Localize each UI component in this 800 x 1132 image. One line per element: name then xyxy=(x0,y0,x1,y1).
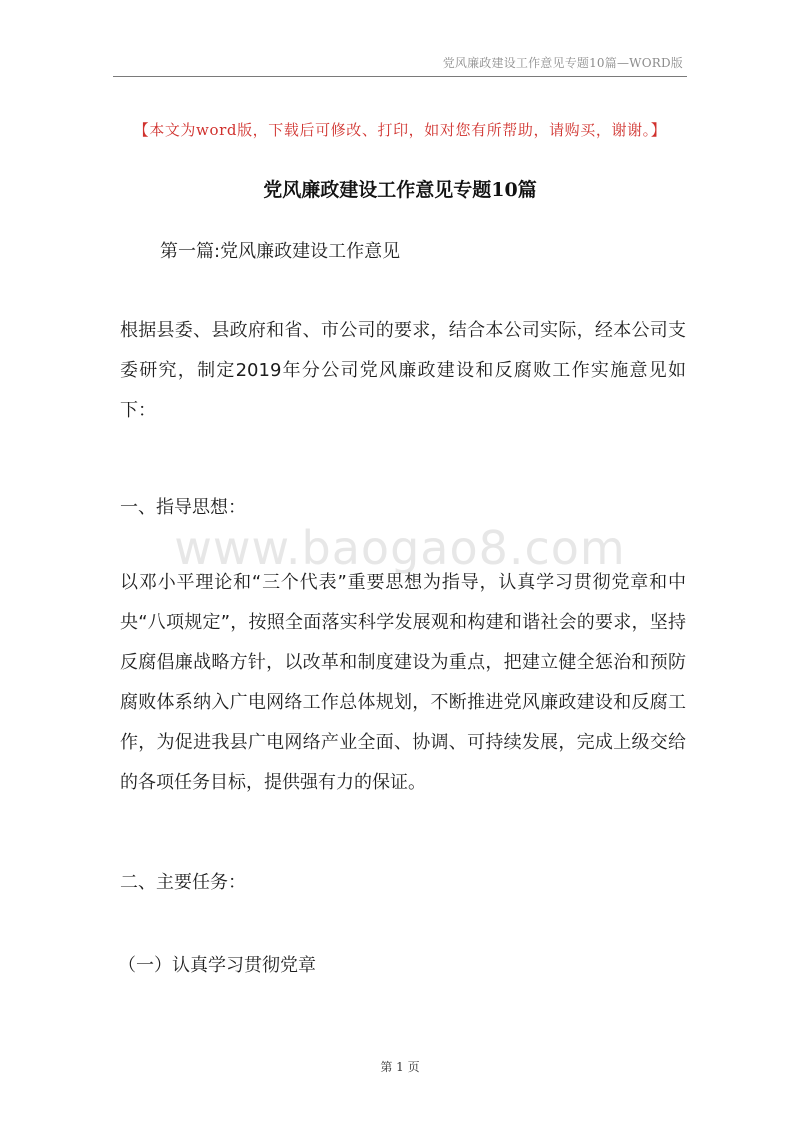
subsection-heading-study-party-constitution: （一）认真学习贯彻党章 xyxy=(118,955,316,976)
purchase-notice: 【本文为word版，下载后可修改、打印，如对您有所帮助，请购买，谢谢。】 xyxy=(133,121,667,139)
header-divider xyxy=(113,76,687,77)
watermark: www.baogao8.com xyxy=(174,521,626,575)
document-title: 党风廉政建设工作意见专题10篇 xyxy=(263,179,537,201)
page-number: 第 1 页 xyxy=(380,1060,420,1074)
paragraph-intro: 根据县委、县政府和省、市公司的要求，结合本公司实际，经本公司支委研究，制定2019年分公司党风廉政建设和反腐败工作实施意见如下： xyxy=(120,320,686,421)
paragraph-guiding-thought: 以邓小平理论和“三个代表”重要思想为指导，认真学习贯彻党章和中央“八项规定”，按照全面落实科学发展观和构建和谐社会的要求，坚持反腐倡廉战略方针，以改革和制度建设为重点，把建立健全惩治和预防腐败体系纳入广电网络工作总体规划，不断推进党风廉政建设和反腐工作，为促进我县广电网络产业全面、协调、可持续发展，完成上级交给的各项任务目标，提供强有力的保证。 xyxy=(120,572,686,793)
running-header: 党风廉政建设工作意见专题10篇—WORD版 xyxy=(442,56,683,70)
section-heading-main-tasks: 二、主要任务： xyxy=(120,872,246,893)
chapter-subtitle: 第一篇:党风廉政建设工作意见 xyxy=(160,241,401,262)
section-heading-guiding-thought: 一、指导思想： xyxy=(120,497,246,518)
